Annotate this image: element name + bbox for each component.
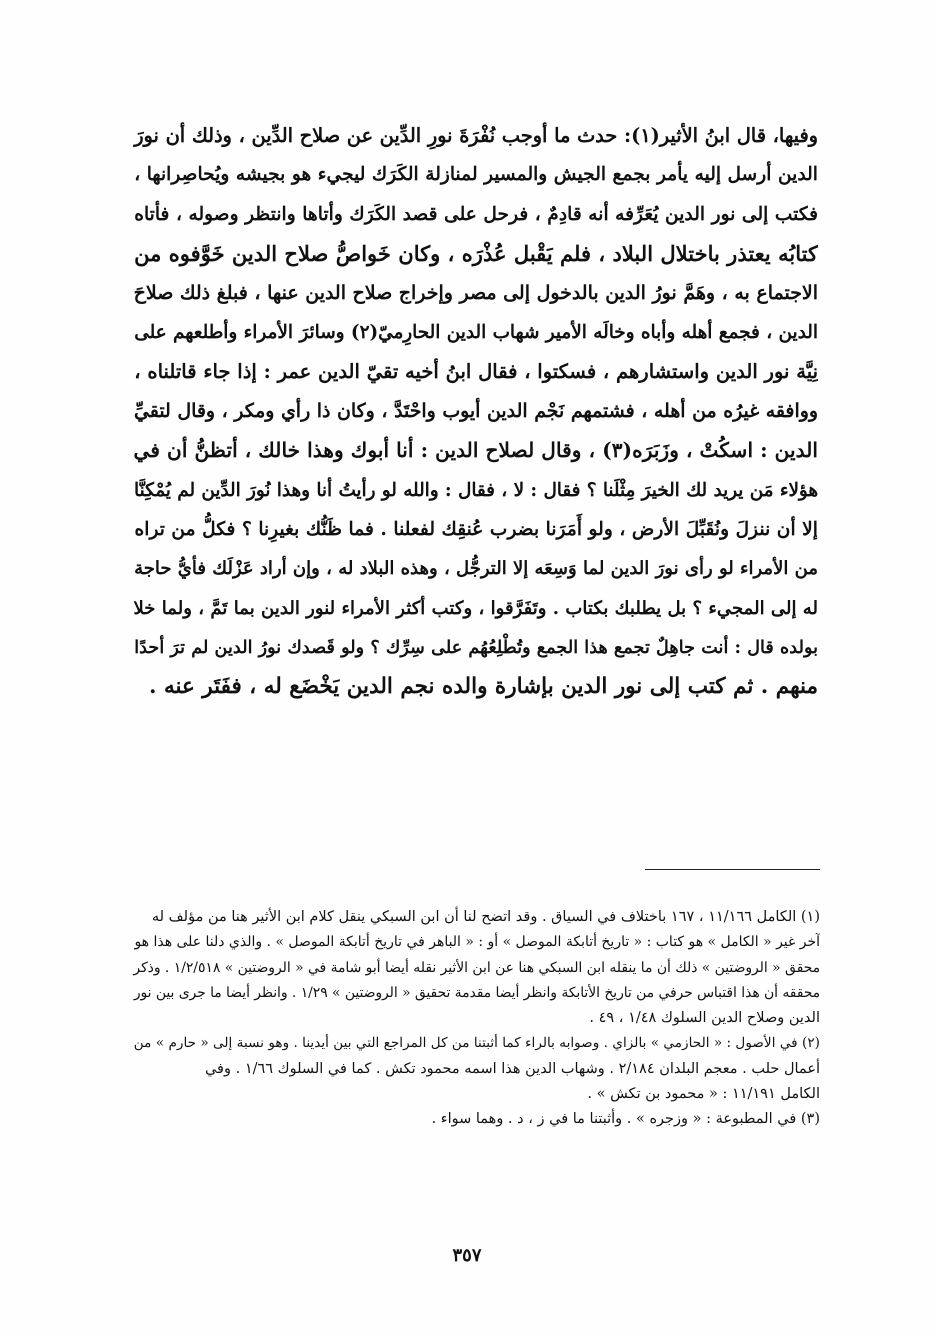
text-line: من الأمراء لو رأى نورَ الدين لما وَسِعَه إلا الترجُّل ، وهذه البلاد له ، وإن أراد عَزْلَك فأيُّ حاجة	[134, 558, 818, 580]
text-line: الدين أرسل إليه يأمر بجمع الجيش والمسير لمنازلة الكَرَك ليجيء هو بجيشه ويُحاصِرانها ،	[134, 163, 818, 186]
footnote-divider	[645, 869, 820, 870]
footnote-line: الكامل ١١/١٩١ : « محمود بن تكش » .	[587, 1086, 820, 1103]
footnote-line: أعمال حلب . معجم البلدان ٢/١٨٤ . وشهاب الدين هذا اسمه محمود تكش . كما في السلوك ١/٦٦ . وفي	[204, 1060, 820, 1077]
text-line: وفيها، قال ابنُ الأثير(١): حدث ما أوجب نُفْرَةَ نورِ الدِّين عن صلاح الدِّين ، وذلك أن نورَ	[134, 124, 818, 147]
main-text-body	[130, 116, 818, 707]
footnote-line: (٢) في الأصول : « الحازمي » بالزاي . وصوابه بالراء كما أثبتنا من كل المراجع التي بين أيدينا . وهو نسبة إلى « حارم » من	[133, 1035, 820, 1052]
footnote-line: (١) الكامل ١١/١٦٦ ، ١٦٧ باختلاف في السياق . وقد اتضح لنا أن ابن السبكي ينقل كلام ابن الأثير هنا من مؤلف له	[151, 909, 820, 925]
text-line: كتابُه يعتذر باختلال البلاد ، فلم يَقْبل عُذْرَه ، وكان خَواصُّ صلاح الدين خَوَّفوه من	[134, 241, 818, 267]
text-line: ووافقه غيرُه من أهله ، فشتمهم نَجْم الدين أيوب واحْتَدَّ ، وكان ذا رأي ومكر ، وقال لتقيِّ	[134, 399, 818, 422]
page-number: ٣٥٧	[452, 1245, 482, 1266]
text-line: نِيَّة نور الدين واستشارهم ، فسكتوا ، فقال ابنُ أخيه تقيّ الدين عمر : إذا جاء قاتلناه ،	[134, 360, 818, 384]
text-line: الاجتماع به ، وهَمَّ نورُ الدين بالدخول إلى مصر وإخراج صلاح الدين عنها ، فبلغ ذلك صلاحَ	[133, 281, 818, 304]
text-line: فكتب إلى نور الدين يُعَرِّفه أنه قادِمٌ ، فرحل على قصد الكَرَك وأتاها وانتظر وصوله ، فأتاه	[134, 202, 818, 225]
text-line: بولده قال : أنت جاهِلٌ تجمع هذا الجمع وتُطْلِعُهُم على سِرِّك ؟ ولو قَصدك نورُ الدين لم ترَ أحدًا	[134, 637, 818, 659]
text-line: الدين : اسكُتْ ، وزَبَرَه(٣) ، وقال لصلاح الدين : أنا أبوك وهذا خالك ، أتظنُّ أن في	[133, 438, 818, 463]
footnote-line: آخر غير « الكامل » هو كتاب : « تاريخ أتابكة الموصل » أو : « الباهر في تاريخ أتابكة الموصل » . والذي دلنا على هذا هو	[134, 934, 820, 951]
footnotes-section	[130, 905, 820, 1133]
footnote-line: (٣) في المطبوعة : « وزجره » . وأثبتنا ما في ز ، د . وهما سواء .	[431, 1111, 820, 1128]
footnote-line: محققه أن هذا اقتباس حرفي من تاريخ الأتابكة وانظر أيضا مقدمة تحقيق « الروضتين » ١/٢٩ . وانظر أيضا ما جرى بين نور	[133, 984, 820, 1001]
text-line: له إلى المجيء ؟ بل يطلبك بكتاب . وتَفَرَّقوا ، وكتب أكثر الأمراء لنور الدين بما تَمَّ ، ولما خلا	[133, 597, 818, 619]
text-line: الدين ، فجمع أهله وأباه وخالَه الأمير شهاب الدين الحارِميّ(٢) وسائرَ الأمراء وأطلعهم على	[134, 321, 818, 343]
footnote-line: الدين وصلاح الدين السلوك ١/٤٨ ، ٤٩ .	[589, 1010, 820, 1027]
text-line: إلا أن ننزلَ ونُقَبِّلَ الأرض ، ولو أَمَرَنا بضرب عُنقِك لفعلنا . فما ظَنُّك بغيرِنا ؟ فكلُّ من تراه	[134, 517, 818, 540]
footnote-line: محقق « الروضتين » ذلك أن ما ينقله ابن السبكي هنا عن ابن الأثير نقله أيضا أبو شامة في « الروضتين » ١/٢/٥١٨ . وذكر	[133, 959, 820, 976]
text-line: منهم . ثم كتب إلى نور الدين بإشارة والده نجم الدين يَخْضَع له ، ففَتَر عنه .	[148, 674, 818, 700]
text-line: هؤلاء مَن يريد لك الخيرَ مِثْلَنا ؟ فقال : لا ، فقال : والله لو رأيتُ أنا وهذا نُورَ الدِّين لم يُمْكِنَّا	[134, 479, 818, 501]
